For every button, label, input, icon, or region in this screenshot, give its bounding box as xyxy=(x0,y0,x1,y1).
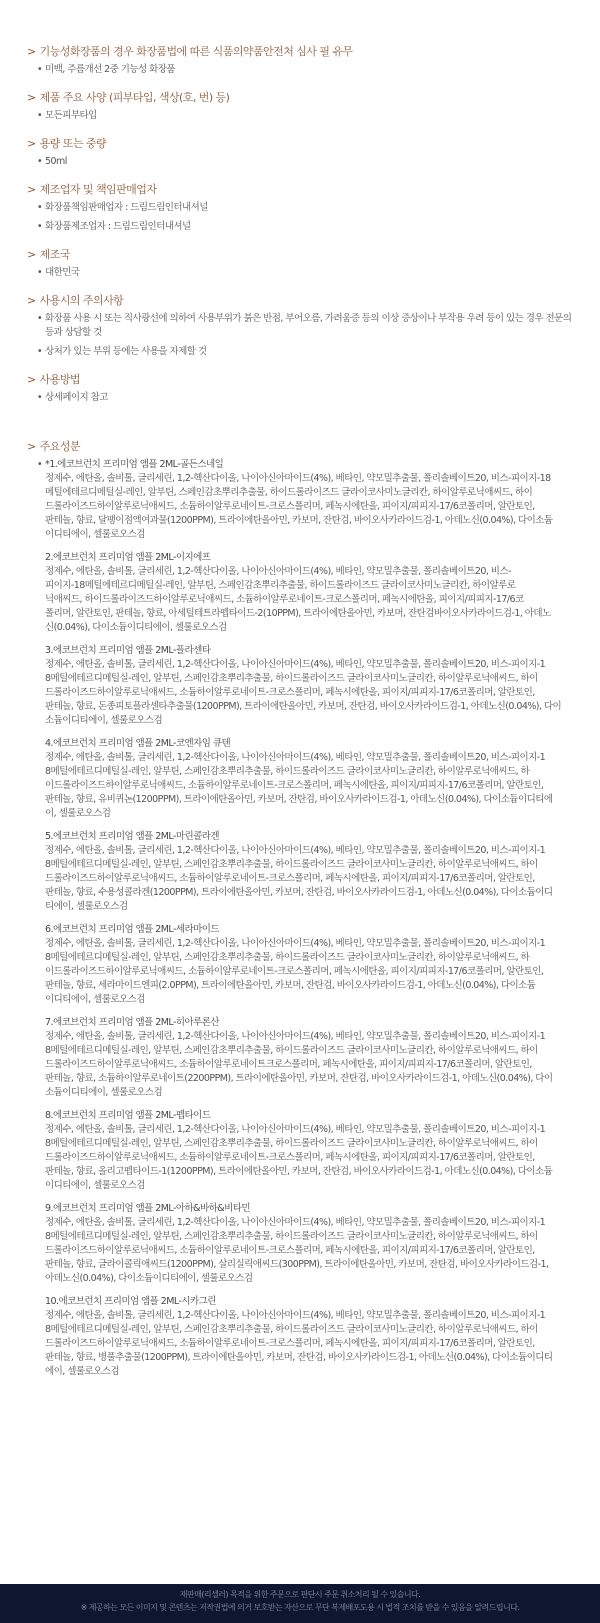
chevron-right-icon: > xyxy=(27,91,36,104)
section-title-text: 사용방법 xyxy=(39,373,80,386)
section-title xyxy=(27,247,575,263)
product-name: 7.에코브런치 프리미엄 앰플 2ML-히아루론산 xyxy=(45,1017,220,1028)
chevron-right-icon: > xyxy=(27,137,36,150)
chevron-right-icon: > xyxy=(27,294,36,307)
section-title-text: 기능성화장품의 경우 화장품법에 따른 식품의약품안전처 심사 필 유무 xyxy=(39,45,353,58)
section-title xyxy=(27,439,575,455)
ingredient-item xyxy=(37,551,575,635)
section-list xyxy=(27,391,575,405)
ingredient-text: 정제수, 에탄올, 솔비톨, 글리세린, 1,2-헥산다이올, 나이아신아마이드(4%), 베타인, 약모밀추출물, 폴리솔베이트20, 비스-피이지-1 8메틸에테르디메틸실-레인, 알부틴, 스페인감초뿌리추출물, 하이드롤라이즈드 글라이코사미노글리칸, 하이알루로닉애씨드, 하 이드롤라이즈드하이알루로닉애씨드, 소듐하이알루로네이트-크로스폴리머, 페녹시에탄올, 피이지/피피지-17/6코폴리머, 알란토인, 판테놀, 향료, 유비퀴논(1200PPM), 트라이에탄올아민, 카보머, 잔탄검, 바이오사카라이드검-1, 아데노신(0.04%), 다이소듐이디티에 이, 셀룰로오스검 xyxy=(45,752,553,819)
list-item: • 대한민국 xyxy=(37,266,575,280)
ingredient-text: 정제수, 에탄올, 솔비톨, 글리세린, 1,2-헥산다이올, 나이아신아마이드(4%), 베타인, 약모밀추출물, 폴리솔베이트20, 비스-피이지-18 메틸에테르디메틸실-레인, 알부틴, 스페인감초뿌리추출물, 하이드롤라이즈드 글라이코사미노글리칸, 하이알루로닉애씨드, 하이 드롤라이즈드하이알루로닉애씨드, 소듐하이알루로네이트-크로스폴리머, 페녹시에탄올, 피이지/피피지-17/6코폴리머, 알란토인, 판테놀, 향료, 달팽이점액여과물(1200PPM), 트라이에탄올아민, 카보머, 잔탄검, 바이오사카라이드검-1, 아데노신(0.04%), 다이소듐 이디티에이, 셀룰로오스검 xyxy=(45,473,553,540)
section-title xyxy=(27,372,575,388)
section-title xyxy=(27,182,575,198)
info-section xyxy=(27,247,575,280)
ingredient-text: 정제수, 에탄올, 솔비톨, 글리세린, 1,2-헥산다이올, 나이아신아마이드(4%), 베타인, 약모밀추출물, 폴리솔베이트20, 비스- 피이지-18메틸에테르디메틸실-레인, 알부틴, 스페인감초뿌리추출물, 하이드롤라이즈드 글라이코사미노글리칸, 하이알루로 닉애씨드, 하이드롤라이즈드하이알루로닉애씨드, 소듐하이알루로네이트-크로스폴리머, 페녹시에탄올, 피이지/피피지-17/6코 폴리머, 알란토인, 판테놀, 향료, 아세틸테트라펩타이드-2(10PPM), 트라이에탄올아민, 카보머, 잔탄검바이오사카라이드검-1, 아데노 신(0.04%), 다이소듐이디티에이, 셀룰로오스검 xyxy=(45,566,551,633)
ingredient-text: 정제수, 에탄올, 솔비톨, 글리세린, 1,2-헥산다이올, 나이아신아마이드(4%), 베타인, 약모밀추출물, 폴리솔베이트20, 비스-피이지-1 8메틸에테르디메틸실-레인, 알부틴, 스페인감초뿌리추출물, 하이드롤라이즈드 글라이코사미노글리칸, 하이알루로닉애씨드, 하 이드롤라이즈드하이알루로닉애씨드, 소듐하이알루로네이트-크로스폴리머, 페녹시에탄올, 피이지/피피지-17/6코폴리머, 알란토인, 판테놀, 향료, 세라마이드엔피(2.0PPM), 트라이에탄올아민, 카보머, 잔탄검, 바이오사카라이드검-1, 아데노신(0.04%), 다이소듐 이디티에이, 셀룰로오스검 xyxy=(45,938,546,1005)
info-section xyxy=(27,372,575,405)
section-title xyxy=(27,293,575,309)
ingredients-section xyxy=(27,439,575,1379)
ingredient-text: 정제수, 에탄올, 솔비톨, 글리세린, 1,2-헥산다이올, 나이아신아마이드(4%), 베타인, 약모밀추출물, 폴리솔베이트20, 비스-피이지-1 8메틸에테르디메틸실-레인, 알부틴, 스페인감초뿌리추출물, 하이드롤라이즈드 글라이코사미노글리칸, 하이알루로닉애씨드, 하이 드롤라이즈드하이알루로닉애씨드, 소듐하이알루로네이트-크로스폴리머, 페녹시에탄올, 피이지/피피지-17/6코폴리머, 알란토인, 판테놀, 향료, 올리고펩타이드-1(1200PPM), 트라이에탄올아민, 카보머, 잔탄검, 바이오사카라이드검-1, 아데노신(0.04%), 다이소듐 이디티에이, 셀룰로오스검 xyxy=(45,1124,553,1191)
product-name: 10.에코브런치 프리미엄 앰플 2ML-시카그린 xyxy=(45,1296,216,1307)
section-list xyxy=(27,155,575,169)
info-section xyxy=(27,44,575,77)
section-title-text: 사용시의 주의사항 xyxy=(39,294,124,307)
ingredient-text: 정제수, 에탄올, 솔비톨, 글리세린, 1,2-헥산다이올, 나이아신아마이드(4%), 베타인, 약모밀추출물, 폴리솔베이트20, 비스-피이지-1 8메틸에테르디메틸실-레인, 알부틴, 스페인감초뿌리추출물, 하이드롤라이즈드 글라이코사미노글리칸, 하이알루로닉애씨드, 하이 드롤라이즈드하이알루로닉애씨드, 소듐하이알루로네이트-크로스폴리머, 페녹시에탄올, 피이지/피피지-17/6코폴리머, 알란토인, 판테놀, 향료, 글라이콜릭애씨드(1200PPM), 살리실릭애씨드(300PPM), 트라이에탄올아민, 카보머, 잔탄검, 바이오사카라이드검-1, 아데노신(0.04%), 다이소듐이디티에이, 셀룰로오스검 xyxy=(45,1217,549,1284)
list-item: • 상세페이지 참고 xyxy=(37,391,575,405)
section-title xyxy=(27,44,575,60)
list-item: • 모든피부타입 xyxy=(37,109,575,123)
product-name: 6.에코브런치 프리미엄 앰플 2ML-세라마이드 xyxy=(45,924,220,935)
chevron-right-icon: > xyxy=(27,440,36,453)
product-name: 8.에코브런치 프리미엄 앰플 2ML-펩타이드 xyxy=(45,1110,211,1121)
product-name: 2.에코브런치 프리미엄 앰플 2ML-이지에프 xyxy=(45,552,211,563)
chevron-right-icon: > xyxy=(27,45,36,58)
ingredient-text: 정제수, 에탄올, 솔비톨, 글리세린, 1,2-헥산다이올, 나이아신아마이드(4%), 베타인, 약모밀추출물, 폴리솔베이트20, 비스-피이지-1 8메틸에테르디메틸실-레인, 알부틴, 스페인감초뿌리추출물, 하이드롤라이즈드 글라이코사미노글리칸, 하이알루로닉애씨드, 하이 드롤라이즈드하이알루로닉애씨드, 소듐하이알루로네이트크로스폴리머, 페녹시에탄올, 피이지/피피지-17/6코폴리머, 알란토인, 판테놀, 향료, 소듐하이알루로네이트(2200PPM), 트라이에탄올아민, 카보머, 잔탄검, 바이오사카라이드검-1, 아데노신(0.04%), 다이 소듐이디티에이, 셀룰로오스검 xyxy=(45,1031,553,1098)
section-list xyxy=(27,201,575,234)
list-item: • 화장품 사용 시 또는 직사광선에 의하여 사용부위가 붉은 반점, 부어오름, 가려움증 등의 이상 증상이나 부작용 우려 등이 있는 경우 전문의 등과 상담할 것 xyxy=(37,312,575,340)
ingredient-item xyxy=(37,1295,575,1379)
list-item: • 50ml xyxy=(37,155,575,169)
info-section xyxy=(27,293,575,359)
section-title-text: 제품 주요 사양 (피부타입, 색상(호, 번) 등) xyxy=(39,91,230,104)
product-name: 3.에코브런치 프리미엄 앰플 2ML-플라센타 xyxy=(45,645,211,656)
footer-notice xyxy=(0,1584,600,1623)
ingredient-item xyxy=(37,1202,575,1286)
section-list xyxy=(27,312,575,359)
product-name: 9.에코브런치 프리미엄 앰플 2ML-아하&바하&비타민 xyxy=(45,1203,250,1214)
product-name: • *1.에코브런치 프리미엄 앰플 2ML-골든스네일 xyxy=(45,459,224,470)
list-item: • 상처가 있는 부위 등에는 사용을 자제할 것 xyxy=(37,345,575,359)
product-name: 5.에코브런치 프리미엄 앰플 2ML-마린콜라겐 xyxy=(45,831,220,842)
ingredient-text: 정제수, 에탄올, 솔비톨, 글리세린, 1,2-헥산다이올, 나이아신아마이드(4%), 베타인, 약모밀추출물, 폴리솔베이트20, 비스-피이지-1 8메틸에테르디메틸실-레인, 알부틴, 스페인감초뿌리추출물, 하이드롤라이즈드 글라이코사미노글리칸, 하이알루로닉애씨드, 하이 드롤라이즈드하이알루로닉애씨드, 소듐하이알루로네이트-크로스폴리머, 페녹시에탄올, 피이지/피피지-17/6코폴리머, 알란토인, 판테놀, 향료, 수용성콜라겐(1200PPM), 트라이에탄올아민, 카보머, 잔탄검, 바이오사카라이드검-1, 아데노신(0.04%), 다이소듐이디 티에이, 셀룰로오스검 xyxy=(45,845,553,912)
section-list xyxy=(27,63,575,77)
info-section xyxy=(27,90,575,123)
chevron-right-icon: > xyxy=(27,373,36,386)
list-item: • 화장품제조업자 : 드림드림인터내셔널 xyxy=(37,220,575,234)
section-title-text: 용량 또는 중량 xyxy=(39,137,107,150)
product-name: 4.에코브런치 프리미엄 앰플 2ML-코엔자임 큐텐 xyxy=(45,738,231,749)
chevron-right-icon: > xyxy=(27,183,36,196)
ingredient-list xyxy=(27,458,575,1379)
product-info-notice xyxy=(27,44,575,1392)
ingredient-item xyxy=(37,923,575,1007)
info-section xyxy=(27,182,575,234)
resale-notice: 재판매(리셀러) 목적을 위한 주문으로 판단시 주문 취소처리 될 수 있습니다. xyxy=(179,1590,421,1599)
ingredient-text: 정제수, 에탄올, 솔비톨, 글리세린, 1,2-헥산다이올, 나이아신아마이드(4%), 베타인, 약모밀추출물, 폴리솔베이트20, 비스-피이지-1 8메틸에테르디메틸실-레인, 알부틴, 스페인감초뿌리추출물, 하이드롤라이즈드 글라이코사미노글리칸, 하이알루로닉애씨드, 하이 드롤라이즈드하이알루로닉애씨드, 소듐하이알루로네이트-크로스폴리머, 페녹시에탄올, 피이지/피피지-17/6코폴리머, 알란토인, 판테놀, 향료, 돈종피토플라센타추출물(1200PPM), 트라이에탄올아민, 카보머, 잔탄검, 바이오사카라이드검-1, 아데노신(0.04%), 다이 소듐이디티에이, 셀룰로오스검 xyxy=(45,659,562,726)
ingredients-title: 주요성분 xyxy=(39,440,80,453)
list-item: • 화장품책임판매업자 : 드림드림인터내셔널 xyxy=(37,201,575,215)
section-title xyxy=(27,136,575,152)
ingredient-item xyxy=(37,1016,575,1100)
copyright-notice: ※ 제공하는 모든 이미지 및 콘텐츠는 저작권법에 의거 보호받는 자산으로 무단 복제배포도용 시 법적 조치를 받을 수 있음을 알려드립니다. xyxy=(80,1603,520,1612)
ingredient-item xyxy=(37,830,575,914)
ingredient-item xyxy=(37,458,575,542)
list-item: • 미백, 주름개선 2중 기능성 화장품 xyxy=(37,63,575,77)
ingredient-item xyxy=(37,644,575,728)
ingredient-item xyxy=(37,1109,575,1193)
section-list xyxy=(27,266,575,280)
section-title-text: 제조국 xyxy=(39,248,70,261)
chevron-right-icon: > xyxy=(27,248,36,261)
info-section xyxy=(27,136,575,169)
ingredient-item xyxy=(37,737,575,821)
section-title xyxy=(27,90,575,106)
ingredient-text: 정제수, 에탄올, 솔비톨, 글리세린, 1,2-헥산다이올, 나이아신아마이드(4%), 베타인, 약모밀추출물, 폴리솔베이트20, 비스-피이지-1 8메틸에테르디메틸실-레인, 알부틴, 스페인감초뿌리추출물, 하이드롤라이즈드 글라이코사미노글리칸, 하이알루로닉애씨드, 하이 드롤라이즈드하이알루로닉애씨드, 소듐하이알루로네이트-크로스폴리머, 페녹시에탄올, 피이지/피피지-17/6코폴리머, 알란토인, 판테놀, 향료, 병풀추출물(1200PPM), 트라이에탄올아민, 카보머, 잔탄검, 바이오사카라이드검-1, 아데노신(0.04%), 다이소듐이디티 에이, 셀룰로오스검 xyxy=(45,1310,553,1377)
section-list xyxy=(27,109,575,123)
section-title-text: 제조업자 및 책임판매업자 xyxy=(39,183,157,196)
